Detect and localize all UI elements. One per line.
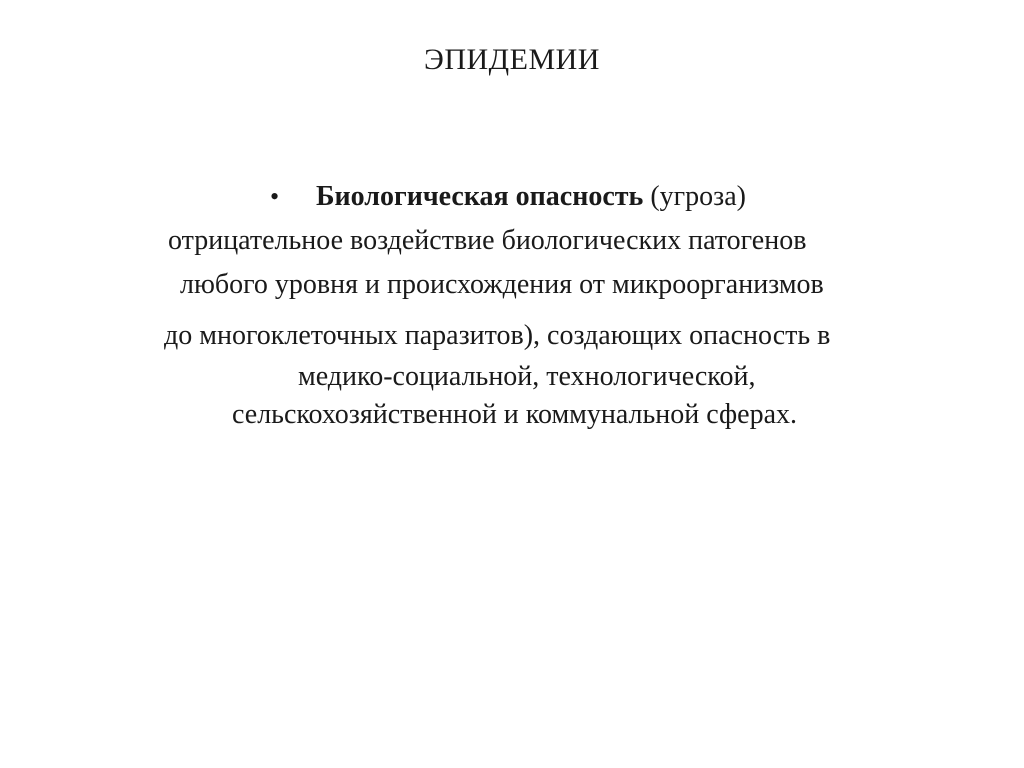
bullet-item — [0, 177, 1024, 217]
bullet-marker: • — [270, 182, 280, 211]
definition-line: медико-социальной, технологической, — [298, 361, 756, 392]
slide-title: ЭПИДЕМИИ — [424, 43, 600, 76]
definition-line: сельскохозяйственной и коммунальной сферах. — [232, 399, 798, 430]
definition-line: любого уровня и происхождения от микроорганизмов — [180, 269, 824, 300]
bullet-text — [316, 179, 746, 215]
definition-line: отрицательное воздействие биологических патогенов — [168, 225, 807, 256]
definition-line: до многоклеточных паразитов), создающих опасность в — [164, 320, 831, 351]
bullet-term-note: (угроза) — [643, 181, 746, 212]
bullet-term: Биологическая опасность — [316, 181, 644, 212]
